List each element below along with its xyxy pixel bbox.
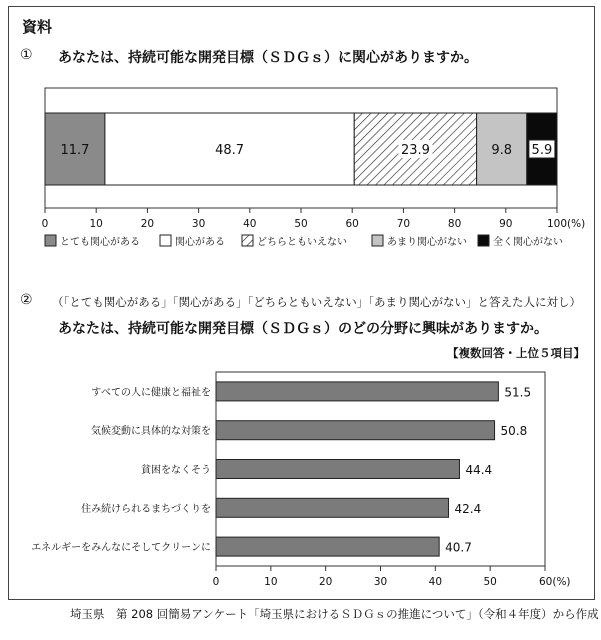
question2-condition: （「とても関心がある」「関心がある」「どちらともいえない」「あまり関心がない」と答えた人に対し） (52, 295, 581, 309)
chart1-tick-label-8: 80 (447, 218, 462, 230)
question1-number: ① (20, 47, 33, 63)
segment-label-5: 5.9 (531, 143, 553, 158)
segment-label-4: 9.8 (491, 143, 513, 158)
chart2-sdg-fields (31, 372, 570, 588)
question1-text: あなたは、持続可能な開発目標（ＳＤＧｓ）に関心がありますか。 (58, 50, 478, 66)
chart1-tick-label-2: 20 (140, 218, 155, 230)
question2-text: あなたは、持続可能な開発目標（ＳＤＧｓ）のどの分野に興味がありますか。 (58, 321, 548, 337)
legend-swatch-3 (242, 235, 253, 246)
document-label: 資料 (22, 18, 53, 36)
bar-2 (216, 421, 495, 440)
chart1-interest-level (42, 88, 586, 230)
chart1-legend (45, 235, 563, 248)
chart1-tick-label-10: 100(%) (547, 218, 586, 230)
chart2-tick-label-4: 40 (428, 576, 443, 588)
bar-5 (216, 537, 439, 556)
segment-label-3: 23.9 (400, 143, 430, 158)
legend-swatch-5 (478, 235, 489, 246)
chart2-tick-label-6: 60(%) (539, 576, 571, 588)
value-label-4: 42.4 (454, 501, 482, 516)
legend-label-3: どちらともいえない (257, 237, 347, 248)
value-label-5: 40.7 (445, 540, 472, 555)
chart1-tick-label-4: 40 (243, 218, 257, 230)
legend-swatch-4 (372, 235, 383, 246)
chart1-tick-label-3: 30 (191, 218, 206, 230)
value-label-1: 51.5 (504, 385, 532, 400)
legend-swatch-2 (160, 235, 171, 246)
chart1-tick-label-0: 0 (41, 218, 49, 230)
chart1-tick-label-1: 10 (89, 218, 103, 230)
chart1-tick-label-7: 70 (396, 218, 411, 230)
answer-format-tag: 【複数回答・上位５項目】 (447, 346, 585, 360)
question2-number: ② (20, 292, 33, 308)
category-label-1: すべての人に健康と福祉を (91, 387, 211, 399)
legend-label-1: とても関心がある (60, 237, 140, 248)
chart2-tick-label-5: 50 (483, 576, 497, 588)
bar-3 (216, 460, 459, 479)
value-label-2: 50.8 (500, 424, 528, 439)
legend-label-4: あまり関心がない (387, 237, 467, 248)
chart1-tick-label-6: 60 (345, 218, 359, 230)
category-label-4: 住み続けられるまちづくりを (81, 503, 211, 515)
segment-label-2: 48.7 (215, 143, 245, 158)
category-label-2: 気候変動に具体的な対策を (91, 426, 211, 438)
legend-label-5: 全く関心がない (493, 237, 563, 248)
value-label-3: 44.4 (465, 463, 493, 477)
segment-label-1: 11.7 (60, 143, 90, 158)
category-label-5: エネルギーをみんなにそしてクリーンに (31, 542, 211, 554)
chart1-tick-label-5: 50 (294, 218, 308, 230)
bar-4 (216, 498, 448, 517)
chart2-tick-label-3: 30 (373, 576, 388, 588)
legend-swatch-1 (45, 235, 56, 246)
legend-label-2: 関心がある (175, 237, 225, 248)
bar-1 (216, 382, 498, 401)
chart1-tick-label-9: 90 (499, 218, 513, 230)
source-note: 埼玉県 第 208 回簡易アンケート「埼玉県におけるＳＤＧｓの推進について」（令和４年度）から作成 (70, 607, 599, 621)
category-label-3: 貧困をなくそう (141, 465, 211, 476)
chart2-tick-label-1: 10 (264, 576, 278, 588)
chart2-tick-label-0: 0 (212, 576, 220, 588)
chart2-tick-label-2: 20 (318, 576, 333, 588)
